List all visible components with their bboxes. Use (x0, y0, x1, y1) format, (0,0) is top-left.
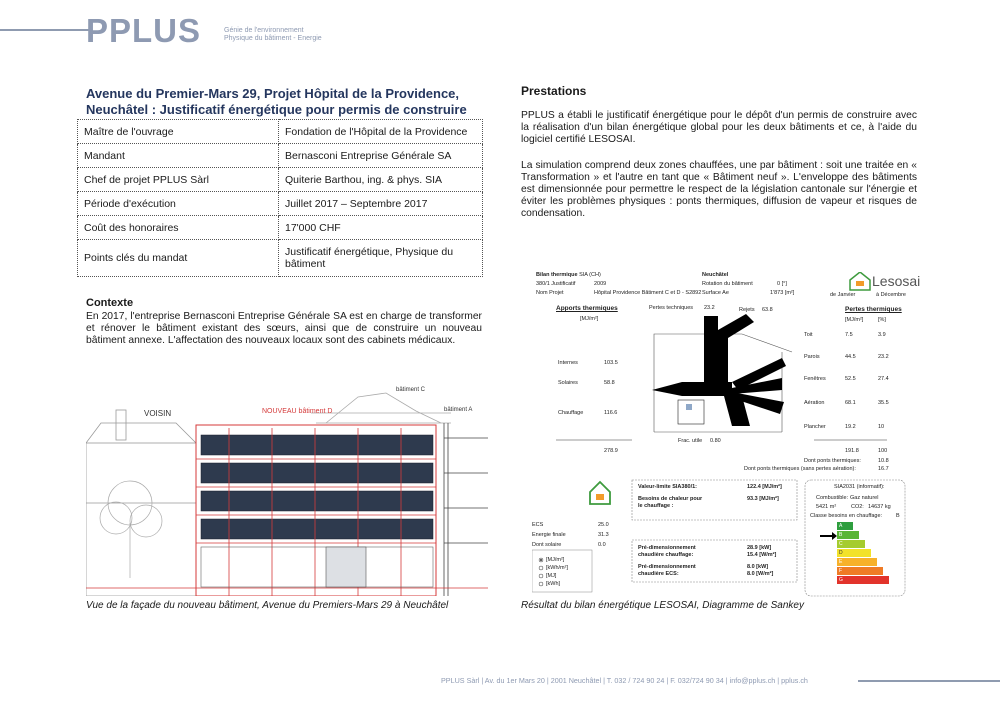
frac-value: 0.80 (710, 438, 721, 444)
ecs-value: 25.0 (598, 522, 609, 528)
aeration-pct: 35.5 (878, 400, 889, 406)
sia2031-title: SIA2031 (informatif): (834, 484, 885, 490)
pertes-title: Pertes thermiques (845, 306, 902, 313)
info-value: Fondation de l'Hôpital de la Providence (279, 120, 483, 144)
lesosai-report (532, 272, 921, 597)
parois-pct: 23.2 (878, 354, 889, 360)
contexte-text: En 2017, l'entreprise Bernasconi Entreprise Générale SA est en charge de transformer et rénover le bâtiment existant des sœurs, ainsi que de construire un nouveau bâtiment annexe. L'affectation des nouveaux locaux sont des cabinets médicaux. (86, 311, 482, 346)
logo-tagline (224, 27, 322, 43)
table-row (78, 240, 483, 277)
label-new-building: NOUVEAU bâtiment D (262, 408, 333, 415)
combustible-label: Combustible: (816, 495, 849, 501)
energy-class-bars (837, 522, 889, 584)
pertes-unit: [MJ/m²] (845, 317, 864, 323)
plancher-value: 19.2 (845, 424, 856, 430)
info-label: Maître de l'ouvrage (78, 120, 279, 144)
info-label: Mandant (78, 144, 279, 168)
hdr-line-2-label: 380/1 Justificatif (536, 281, 576, 287)
entrance (326, 547, 366, 587)
ponts2-value: 16.7 (878, 466, 889, 472)
toit-label: Toit (804, 332, 813, 338)
valeur-limite-label: Valeur-limite SIA380/1: (638, 484, 697, 490)
info-label: Coût des honoraires (78, 216, 279, 240)
lesosai-house-icon (850, 272, 870, 290)
class-bar-f (837, 567, 883, 575)
info-value: Justificatif énergétique, Physique du bâtiment (279, 240, 483, 277)
unit-option-kwh[interactable]: [kWh] (546, 581, 561, 587)
class-arrow (820, 532, 837, 540)
ponts-value: 10.8 (878, 458, 889, 464)
classe-value: B (896, 513, 900, 519)
ecs-label: ECS (532, 522, 544, 528)
pertes-total: 191.8 (845, 448, 859, 454)
info-value: Quiterie Barthou, ing. & phys. SIA (279, 168, 483, 192)
solaires-value: 58.8 (604, 380, 615, 386)
table-row (78, 216, 483, 240)
besoins-value: 93.3 [MJ/m²] (747, 496, 779, 502)
parois-label: Parois (804, 354, 820, 360)
table-row (78, 168, 483, 192)
class-letter-g: G (839, 577, 843, 583)
project-info-table (77, 119, 483, 277)
valeur-limite-value: 122.4 [MJ/m²] (747, 484, 782, 490)
pertes-tech-value: 23.2 (704, 305, 715, 311)
frac-label: Frac. utile (678, 438, 703, 444)
rejets-value: 63.8 (762, 307, 773, 313)
bilan-title-suffix: SIA (CH) (579, 272, 601, 278)
table-row (78, 192, 483, 216)
header-rule-left (0, 29, 92, 31)
fenetres-pct: 27.4 (878, 376, 889, 382)
surface-label: Surface Ae (702, 290, 729, 296)
bilan-title (536, 272, 601, 278)
besoins-label: Besoins de chaleur pour le chauffage : (638, 496, 703, 509)
class-letter-e: E (839, 559, 843, 565)
predim-ecs-kw: 8.0 [kW] (747, 564, 769, 570)
chauffage-value: 116.6 (604, 410, 618, 416)
apports-total: 278.9 (604, 448, 618, 454)
chauffage-label: Chauffage (558, 410, 584, 416)
prestations-paragraph-2: La simulation comprend deux zones chauffées, une par bâtiment : soit une traitée en « Transformation » et l'autre en tant que « Bâtiment neuf ». L'enveloppe des bâtiments est dimensionnée pour permettre le respect de la législation cantonale sur l'énergie et éviter les problèmes physiques : ponts thermiques, diffusion de vapeur et risques de condensation. (521, 160, 917, 219)
table-row (78, 144, 483, 168)
hdr-line-3-label: Nom Projet (536, 290, 564, 296)
prestations-paragraph-1: PPLUS a établi le justificatif énergétique pour le dépôt d'un permis de construire avec la réalisation d'un bilan énergétique global pour les deux bâtiments et ce, à l'aide du logiciel certifié LESOSAI. (521, 110, 917, 145)
pertes-pct: [%] (878, 317, 886, 323)
facade-caption: Vue de la façade du nouveau bâtiment, Avenue du Premiers-Mars 29 à Neuchâtel (86, 600, 449, 611)
co2-value: 14637 kg (868, 504, 891, 510)
lesosai-brand: Lesosai (872, 273, 921, 289)
info-value: Bernasconi Entreprise Générale SA (279, 144, 483, 168)
rotation-value: 0 [°] (777, 281, 787, 287)
sia-surface: 5421 m² (816, 504, 837, 510)
ponts2-label: Dont ponts thermiques (sans pertes aération): (744, 466, 856, 472)
label-building-a: bâtiment A (444, 407, 473, 413)
info-label: Points clés du mandat (78, 240, 279, 277)
pplus-logo: PPLUS (86, 12, 202, 49)
solaires-label: Solaires (558, 380, 578, 386)
project-title: Avenue du Premier-Mars 29, Projet Hôpital de la Providence, Neuchâtel : Justificatif énergétique pour permis de construire (86, 86, 467, 117)
tagline-line-1: Génie de l'environnement (224, 27, 304, 34)
toit-pct: 3.9 (878, 332, 886, 338)
label-voisin: VOISIN (144, 409, 172, 418)
class-bar-g (837, 576, 889, 584)
footer-address: PPLUS Sàrl | Av. du 1er Mars 20 | 2001 Neuchâtel | T. 032 / 724 90 24 | F. 032/724 90 34 | info@pplus.ch | pplus.ch (441, 676, 808, 685)
pertes-total-pct: 100 (878, 448, 888, 454)
classe-label: Classe besoins en chauffage: (810, 513, 883, 519)
pertes-tech-label: Pertes techniques (649, 305, 694, 311)
aeration-label: Aération (804, 400, 825, 406)
predim-ecs-label: Pré-dimensionnement chaudière ECS: (638, 564, 696, 577)
class-letter-f: F (839, 568, 843, 574)
energie-finale-value: 31.3 (598, 532, 609, 538)
unit-option-mj[interactable]: [MJ] (546, 573, 557, 579)
ponts-label: Dont ponts thermiques: (804, 458, 861, 464)
hdr-line-2-value: 2009 (594, 281, 607, 287)
parois-value: 44.5 (845, 354, 856, 360)
internes-label: Internes (558, 360, 578, 366)
label-building-c: bâtiment C (396, 387, 426, 393)
apports-title: Apports thermiques (556, 305, 618, 312)
period-from: de Janvier (830, 292, 856, 298)
facade-drawing (86, 383, 488, 596)
tagline-line-2: Physique du bâtiment - Energie (224, 35, 322, 42)
unit-option-kwh-m2[interactable]: [kWh/m²] (546, 565, 568, 571)
rotation-label: Rotation du bâtiment (702, 281, 753, 287)
table-row (78, 120, 483, 144)
class-bar-e (837, 558, 877, 566)
predim-chauffage-kw: 28.9 [kW] (747, 545, 772, 551)
combustible-value: Gaz naturel (850, 495, 879, 501)
bilan-title-text: Bilan thermique (536, 272, 578, 278)
dont-solaire-label: Dont solaire (532, 542, 562, 548)
info-value: 17'000 CHF (279, 216, 483, 240)
energy-house-icon (590, 482, 610, 504)
rejets-label: Rejets (739, 307, 755, 313)
contexte-heading: Contexte (86, 297, 134, 309)
predim-chauffage-wm2: 15.4 [W/m²] (747, 552, 777, 558)
sankey-diagram (652, 314, 792, 432)
toit-value: 7.5 (845, 332, 853, 338)
fenetres-label: Fenêtres (804, 376, 826, 382)
plancher-label: Plancher (804, 424, 826, 430)
fenetres-value: 52.5 (845, 376, 856, 382)
prestations-heading: Prestations (521, 84, 587, 98)
class-letter-c: C (839, 541, 843, 547)
footer-rule-right (858, 680, 1000, 682)
hdr-line-3-value: Hôpital Providence Bâtiment C et D - S2892 (594, 290, 702, 296)
info-value: Juillet 2017 – Septembre 2017 (279, 192, 483, 216)
class-letter-b: B (839, 532, 843, 538)
location: Neuchâtel (702, 272, 729, 278)
period-to: à Décembre (876, 292, 906, 298)
aeration-value: 68.1 (845, 400, 856, 406)
energie-finale-label: Energie finale (532, 532, 566, 538)
predim-ecs-wm2: 8.0 [W/m²] (747, 571, 774, 577)
info-label: Période d'exécution (78, 192, 279, 216)
lesosai-caption (521, 600, 804, 611)
predim-chauffage-label: Pré-dimensionnement chaudière chauffage: (638, 545, 696, 558)
lesosai-caption-text: Résultat du bilan énergétique LESOSAI, Diagramme de Sankey (521, 600, 804, 611)
internes-value: 103.5 (604, 360, 618, 366)
class-letter-a: A (839, 523, 843, 529)
co2-label: CO2: (851, 504, 864, 510)
class-letter-d: D (839, 550, 843, 556)
unit-option-mj-m2[interactable]: [MJ/m²] (546, 557, 565, 563)
info-label: Chef de projet PPLUS Sàrl (78, 168, 279, 192)
plancher-pct: 10 (878, 424, 885, 430)
apports-unit: [MJ/m²] (580, 316, 599, 322)
dont-solaire-value: 0.0 (598, 542, 606, 548)
surface-value: 1'873 [m²] (770, 290, 795, 296)
